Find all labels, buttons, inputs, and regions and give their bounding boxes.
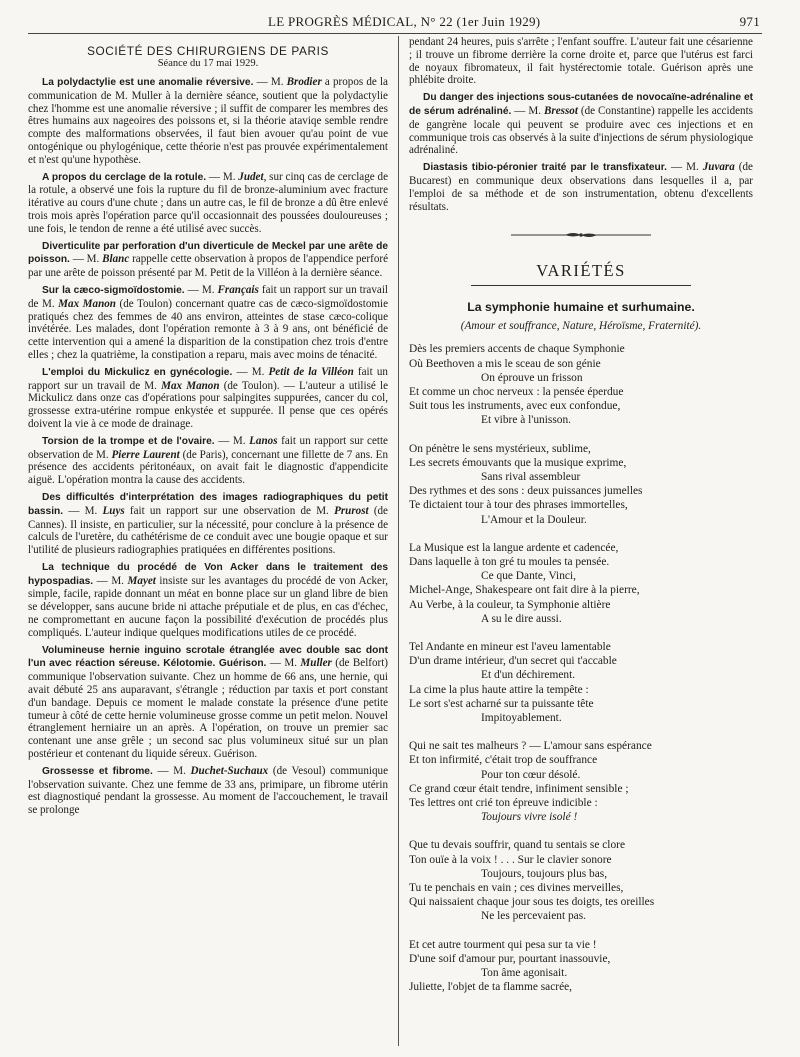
- session-date: Séance du 17 mai 1929.: [157, 58, 259, 69]
- poem-title: La symphonie humaine et surhumaine.: [467, 300, 695, 315]
- poem-line: Impitoyablement.: [481, 712, 562, 725]
- poem-line: Suit tous les instruments, avec eux confondue,: [409, 400, 621, 413]
- poem-line: Toujours, toujours plus bas,: [481, 867, 608, 880]
- article-novocaine: Du danger des injections sous-cutanées de novocaïne-adrénaline et de sérum adrénaliné. — M. Bressot (de Constantine) rappelle les accidents de gangrène locale qui peuvent se produire avec ces injections et en communique trois cas observés à la suite d'injections de sérum physiologique adrénaliné.: [409, 92, 753, 157]
- poem-line: Ce grand cœur était tendre, infiniment sensible ;: [409, 782, 629, 795]
- poem-line: Dès les premiers accents de chaque Symphonie: [409, 343, 625, 356]
- article-continuation: pendant 24 heures, puis s'arrête ; l'enfant souffre. L'auteur fait une césarienne ; il trouve un fibrome derrière la corne droite et, parce que l'utérus est farci de noyaux fibromateux, il fait hystérectomie totale. Guérison après une phlébite droite.: [409, 36, 753, 87]
- article-diastasis: Diastasis tibio-péronier traité par le transfixateur. — M. Juvara (de Bucarest) en communique deux observations dans lesquelles il a, par l'emploi de sa méthode et de son instrumentation, obtenu d'excellents résultats.: [409, 161, 753, 213]
- poem-line: Pour ton cœur désolé.: [481, 768, 581, 781]
- article-cerclage-rotule: A propos du cerclage de la rotule. — M. Judet, sur cinq cas de cerclage de la rotule, a observé une fois la rupture du fil de bronze-aluminium avec fracture itérative au cours d'une chute ; dans un autre cas, le fil de bronze a dû être enlevé trois mois après l'opération parce qu'il occasionnait des poussées douloureuses ; une fois, le tendon de renne a été utilisé avec succès.: [28, 170, 388, 235]
- poem-stanza: [409, 442, 753, 527]
- poem-line: Et comme un choc nerveux : la pensée éperdue: [409, 385, 624, 398]
- running-header: [28, 14, 762, 34]
- article-radiographies: Des difficultés d'interprétation des images radiographiques du petit bassin. — M. Luys fait un rapport sur une observation de M. Prurost (de Cannes). Il insiste, en particulier, sur la nécessité, pour conclure à la présence de calculs de l'uretère, du cathétérisme de ce conduit avec une bougie opaque et sur l'utilité de plusieurs radiographies pratiquées en différentes positions.: [28, 491, 388, 557]
- poem-line: Qui ne sait tes malheurs ? — L'amour sans espérance: [409, 740, 652, 753]
- poem-line: Et vibre à l'unisson.: [481, 414, 572, 427]
- article-grossesse-fibrome: Grossesse et fibrome. — M. Duchet-Suchaux (de Vesoul) communique l'observation suivante. Chez une femme de 33 ans, primipare, un fibrome utérin est diagnostiqué pendant la grossesse. Au moment de l'accouchement, le travail se prolonge: [28, 764, 388, 817]
- section-heading: VARIÉTÉS: [536, 261, 626, 281]
- poem-line: D'une soif d'amour pur, pourtant inassouvie,: [409, 952, 611, 965]
- poem-line: Où Beethoven a mis le sceau de son génie: [409, 357, 601, 370]
- poem-stanza: [409, 541, 753, 626]
- poem-stanza: [409, 739, 753, 824]
- poem-stanza: [409, 640, 753, 725]
- ornamental-divider: [409, 231, 753, 239]
- poem-line: Tu te penchais en vain ; ces divines merveilles,: [409, 882, 624, 895]
- poem-line: Et d'un déchirement.: [481, 669, 576, 682]
- article-diverticulite: Diverticulite par perforation d'un diverticule de Meckel par une arête de poisson. — M. Blanc rappelle cette observation à propos de l'appendice perforé par une arête de poisson présenté par M. Petit de la Villéon à la dernière séance.: [28, 240, 388, 280]
- left-column: [28, 36, 398, 1046]
- poem-line: A su le dire aussi.: [481, 612, 562, 625]
- poem-line: Ton âme agonisait.: [481, 967, 568, 980]
- poem-line: Michel-Ange, Shakespeare ont fait dire à la pierre,: [409, 584, 640, 597]
- poem-line: Le sort s'est acharné sur ta puissante tête: [409, 697, 594, 710]
- poem-line: Des rythmes et des sons : deux puissances jumelles: [409, 485, 643, 498]
- article-hernie: Volumineuse hernie inguino scrotale étranglée avec double sac dont l'un avec réaction séreuse. Kélotomie. Guérison. — M. Muller (de Belfort) communique l'observation suivante. Chez un homme de 66 ans, une hernie, qui avait débuté 25 ans auparavant, s'étrangle ; réduction par taxis et port constant d'un bandage. Depuis ce moment le malade constate la présence d'une petite tumeur à côté de cette hernie volumineuse grosse comme un petit melon. Nouvel étranglement herniaire un an après. A l'opération, on trouve un premier sac contenant une anse grêle ; un second sac plus volumineux situé sur un plan postérieur et contenant du liquide séreux. Guérison.: [28, 644, 388, 761]
- poem-stanza: [409, 938, 753, 995]
- poem-line: L'Amour et la Douleur.: [481, 513, 587, 526]
- poem-line: Sans rival assembleur: [481, 470, 581, 483]
- article-caeco-sigmoidostomie: Sur la cæco-sigmoïdostomie. — M. Français fait un rapport sur un travail de M. Max Manon (de Toulon) concernant quatre cas de cæco-sigmoïdostomie pratiqués chez des femmes de 40 ans environ, atteintes de stase cæco-colique invétérée. Les malades, dont l'opération remonte à 3 à 9 ans, ont bénéficié de cette intervention qui a amené la disparition de la constipation chez trois d'entre elles ; chez la quatrième, la constipation a reparu, mais avec moins de ténacité.: [28, 283, 388, 361]
- article-mickulicz: L'emploi du Mickulicz en gynécologie. — M. Petit de la Villéon fait un rapport sur un travail de M. Max Manon (de Toulon). — L'auteur a utilisé le Mickulicz dans onze cas d'opérations pour salpingites suppurées, cancer du col, grossesse extra-utérine rompue enkystée et suppurée. Il pense que ces opérés doivent la vie à ce mode de drainage.: [28, 365, 388, 430]
- poem-stanza: [409, 838, 753, 923]
- poem-subtitle: (Amour et souffrance, Nature, Héroïsme, Fraternité).: [460, 320, 702, 333]
- article-von-acker: La technique du procédé de Von Acker dans le traitement des hypospadias. — M. Mayet insiste sur les avantages du procédé de von Acker, simple, facile, rapide donnant un méat en bonne place sur un gland libre de bien se développer, sans aucune bride ni attache préputiale et de plus, en cas d'échec, ne compromettant en aucune façon la possibilité d'exécution de procédés plus compliqués. L'auteur indique quelques modifications utiles de ce procédé.: [28, 561, 389, 639]
- poem-line: Au Verbe, à la couleur, ta Symphonie altière: [409, 598, 611, 611]
- poem-line: Tes lettres ont crié ton épreuve indicible :: [409, 797, 598, 810]
- poem-line: La cime la plus haute attire la tempête :: [409, 683, 589, 696]
- poem-line: La Musique est la langue ardente et cadencée,: [409, 541, 619, 554]
- page-number: 971: [739, 14, 760, 29]
- poem-line: Dans laquelle à ton gré tu moules ta pensée.: [409, 556, 610, 568]
- poem-line: Ce que Dante, Vinci,: [481, 570, 576, 583]
- poem-line: Qui naissaient chaque jour sous tes doigts, tes oreilles: [409, 896, 655, 909]
- poem-line: Les secrets émouvants que la musique exprime,: [409, 456, 627, 469]
- article-torsion-trompe: Torsion de la trompe et de l'ovaire. — M. Lanos fait un rapport sur cette observation de M. Pierre Laurent (de Paris), concernant une fillette de 7 ans. En présence des accidents péritonéaux, on avait fait le diagnostic d'appendicite aiguë. L'opération montra la cause des accidents.: [28, 434, 389, 487]
- right-column: [399, 36, 753, 1046]
- journal-title: LE PROGRÈS MÉDICAL, N° 22 (1er Juin 1929): [268, 14, 541, 29]
- poem-line: Juliette, l'objet de ta flamme sacrée,: [409, 981, 573, 994]
- two-column-body: [28, 36, 762, 1046]
- poem-line: Ne les percevaient pas.: [481, 910, 586, 923]
- poem-line: On éprouve un frisson: [481, 371, 583, 384]
- poem-stanza: [409, 342, 753, 427]
- poem-line: Et ton infirmité, c'était trop de souffrance: [409, 754, 598, 767]
- society-title: SOCIÉTÉ DES CHIRURGIENS DE PARIS: [87, 44, 329, 58]
- poem-line: D'un drame intérieur, d'un secret qui t'accable: [409, 655, 617, 668]
- article-polydactylie: La polydactylie est une anomalie réversive. — M. Brodier a propos de la communication de M. Muller à la dernière séance, soutient que la polydactylie chez l'homme est une anomalie réversive ; il suffit de comparer les membres des êtres humains aux nageoires des poissons et, si la théorie ataviqe semble rendre compte des malformations observées, il faut bien avouer qu'au point de vue ontogénique ou phylogénique, cette théorie n'est pas prouvée expérimentalement et n'est qu'une hypothèse.: [28, 76, 388, 166]
- section-rule: [471, 285, 691, 286]
- poem-line: Toujours vivre isolé !: [481, 811, 578, 824]
- poem-line: Te dictaient tour à tour des phrases immortelles,: [409, 499, 628, 512]
- poem-line: Que tu devais souffrir, quand tu sentais se clore: [409, 839, 626, 852]
- poem-line: On pénètre le sens mystérieux, sublime,: [409, 442, 591, 455]
- poem-line: Ton ouïe à la voix ! . . . Sur le clavier sonore: [409, 853, 612, 866]
- poem-line: Et cet autre tourment qui pesa sur ta vie !: [409, 938, 597, 951]
- poem-line: Tel Andante en mineur est l'aveu lamentable: [409, 641, 611, 654]
